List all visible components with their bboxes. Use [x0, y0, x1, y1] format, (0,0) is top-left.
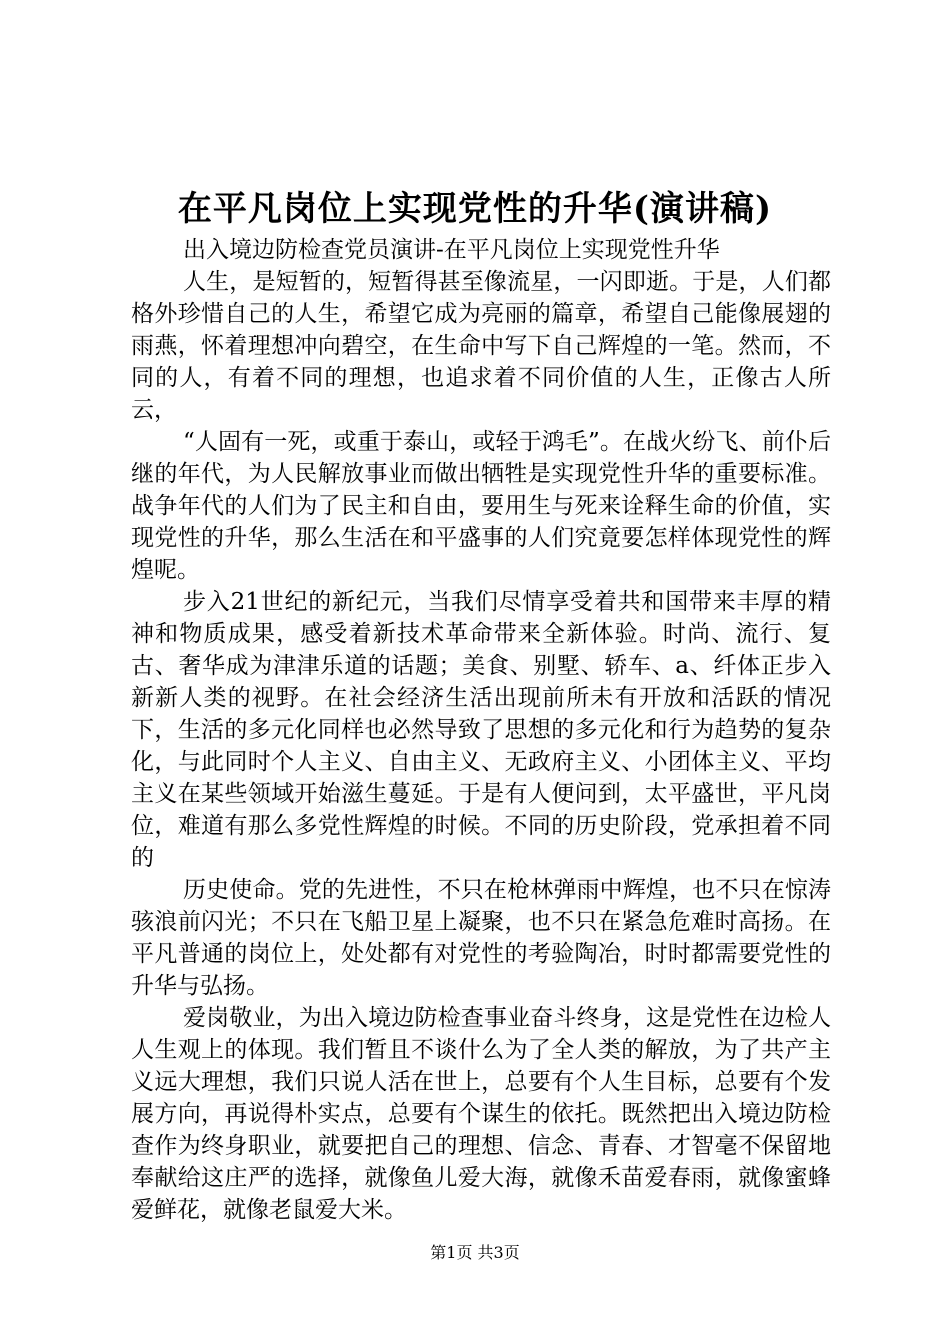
document-title: 在平凡岗位上实现党性的升华(演讲稿) [177, 189, 773, 229]
paragraph: 爱岗敬业，为出入境边防检查事业奋斗终身，这是党性在边检人人生观上的体现。我们暂且不谈什么为了全人类的解放，为了共产主义远大理想，我们只说人活在世上，总要有个人生目标，总要有个发展方向，再说得朴实点，总要有个谋生的依托。既然把出入境边防检查作为终身职业，就要把自己的理想、信念、青春、才智毫不保留地奉献给这庄严的选择，就像鱼儿爱大海，就像禾苗爱春雨，就像蜜蜂爱鲜花，就像老鼠爱大米。 [131, 1005, 831, 1223]
paragraph: 步入21世纪的新纪元，当我们尽情享受着共和国带来丰厚的精神和物质成果，感受着新技术革命带来全新体验。时尚、流行、复古、奢华成为津津乐道的话题；美食、别墅、轿车、a、纤体正步入新新人类的视野。在社会经济生活出现前所未有开放和活跃的情况下，生活的多元化同样也必然导致了思想的多元化和行为趋势的复杂化，与此同时个人主义、自由主义、无政府主义、小团体主义、平均主义在某些领域开始滋生蔓延。于是有人便问到，太平盛世，平凡岗位，难道有那么多党性辉煌的时候。不同的历史阶段，党承担着不同的 [131, 589, 831, 871]
paragraph: 出入境边防检查党员演讲-在平凡岗位上实现党性升华 [183, 237, 720, 263]
page-number: 第1页 [430, 1243, 473, 1262]
document-body [131, 234, 831, 1226]
page-total: 共3页 [477, 1243, 520, 1262]
paragraph: 历史使命。党的先进性，不只在枪林弹雨中辉煌，也不只在惊涛骇浪前闪光；不只在飞船卫星上凝聚，也不只在紧急危难时高扬。在平凡普通的岗位上，处处都有对党性的考验陶冶，时时都需要党性的升华与弘扬。 [131, 877, 831, 999]
page-footer [0, 1241, 950, 1265]
paragraph: “人固有一死，或重于泰山，或轻于鸿毛”。在战火纷飞、前仆后继的年代，为人民解放事业而做出牺牲是实现党性升华的重要标准。战争年代的人们为了民主和自由，要用生与死来诠释生命的价值，实现党性的升华，那么生活在和平盛事的人们究竟要怎样体现党性的辉煌呢。 [131, 429, 831, 583]
paragraph: 人生，是短暂的，短暂得甚至像流星，一闪即逝。于是，人们都格外珍惜自己的人生，希望它成为亮丽的篇章，希望自己能像展翅的雨燕，怀着理想冲向碧空，在生命中写下自己辉煌的一笔。然而，不同的人，有着不同的理想，也追求着不同价值的人生，正像古人所云， [131, 269, 831, 423]
